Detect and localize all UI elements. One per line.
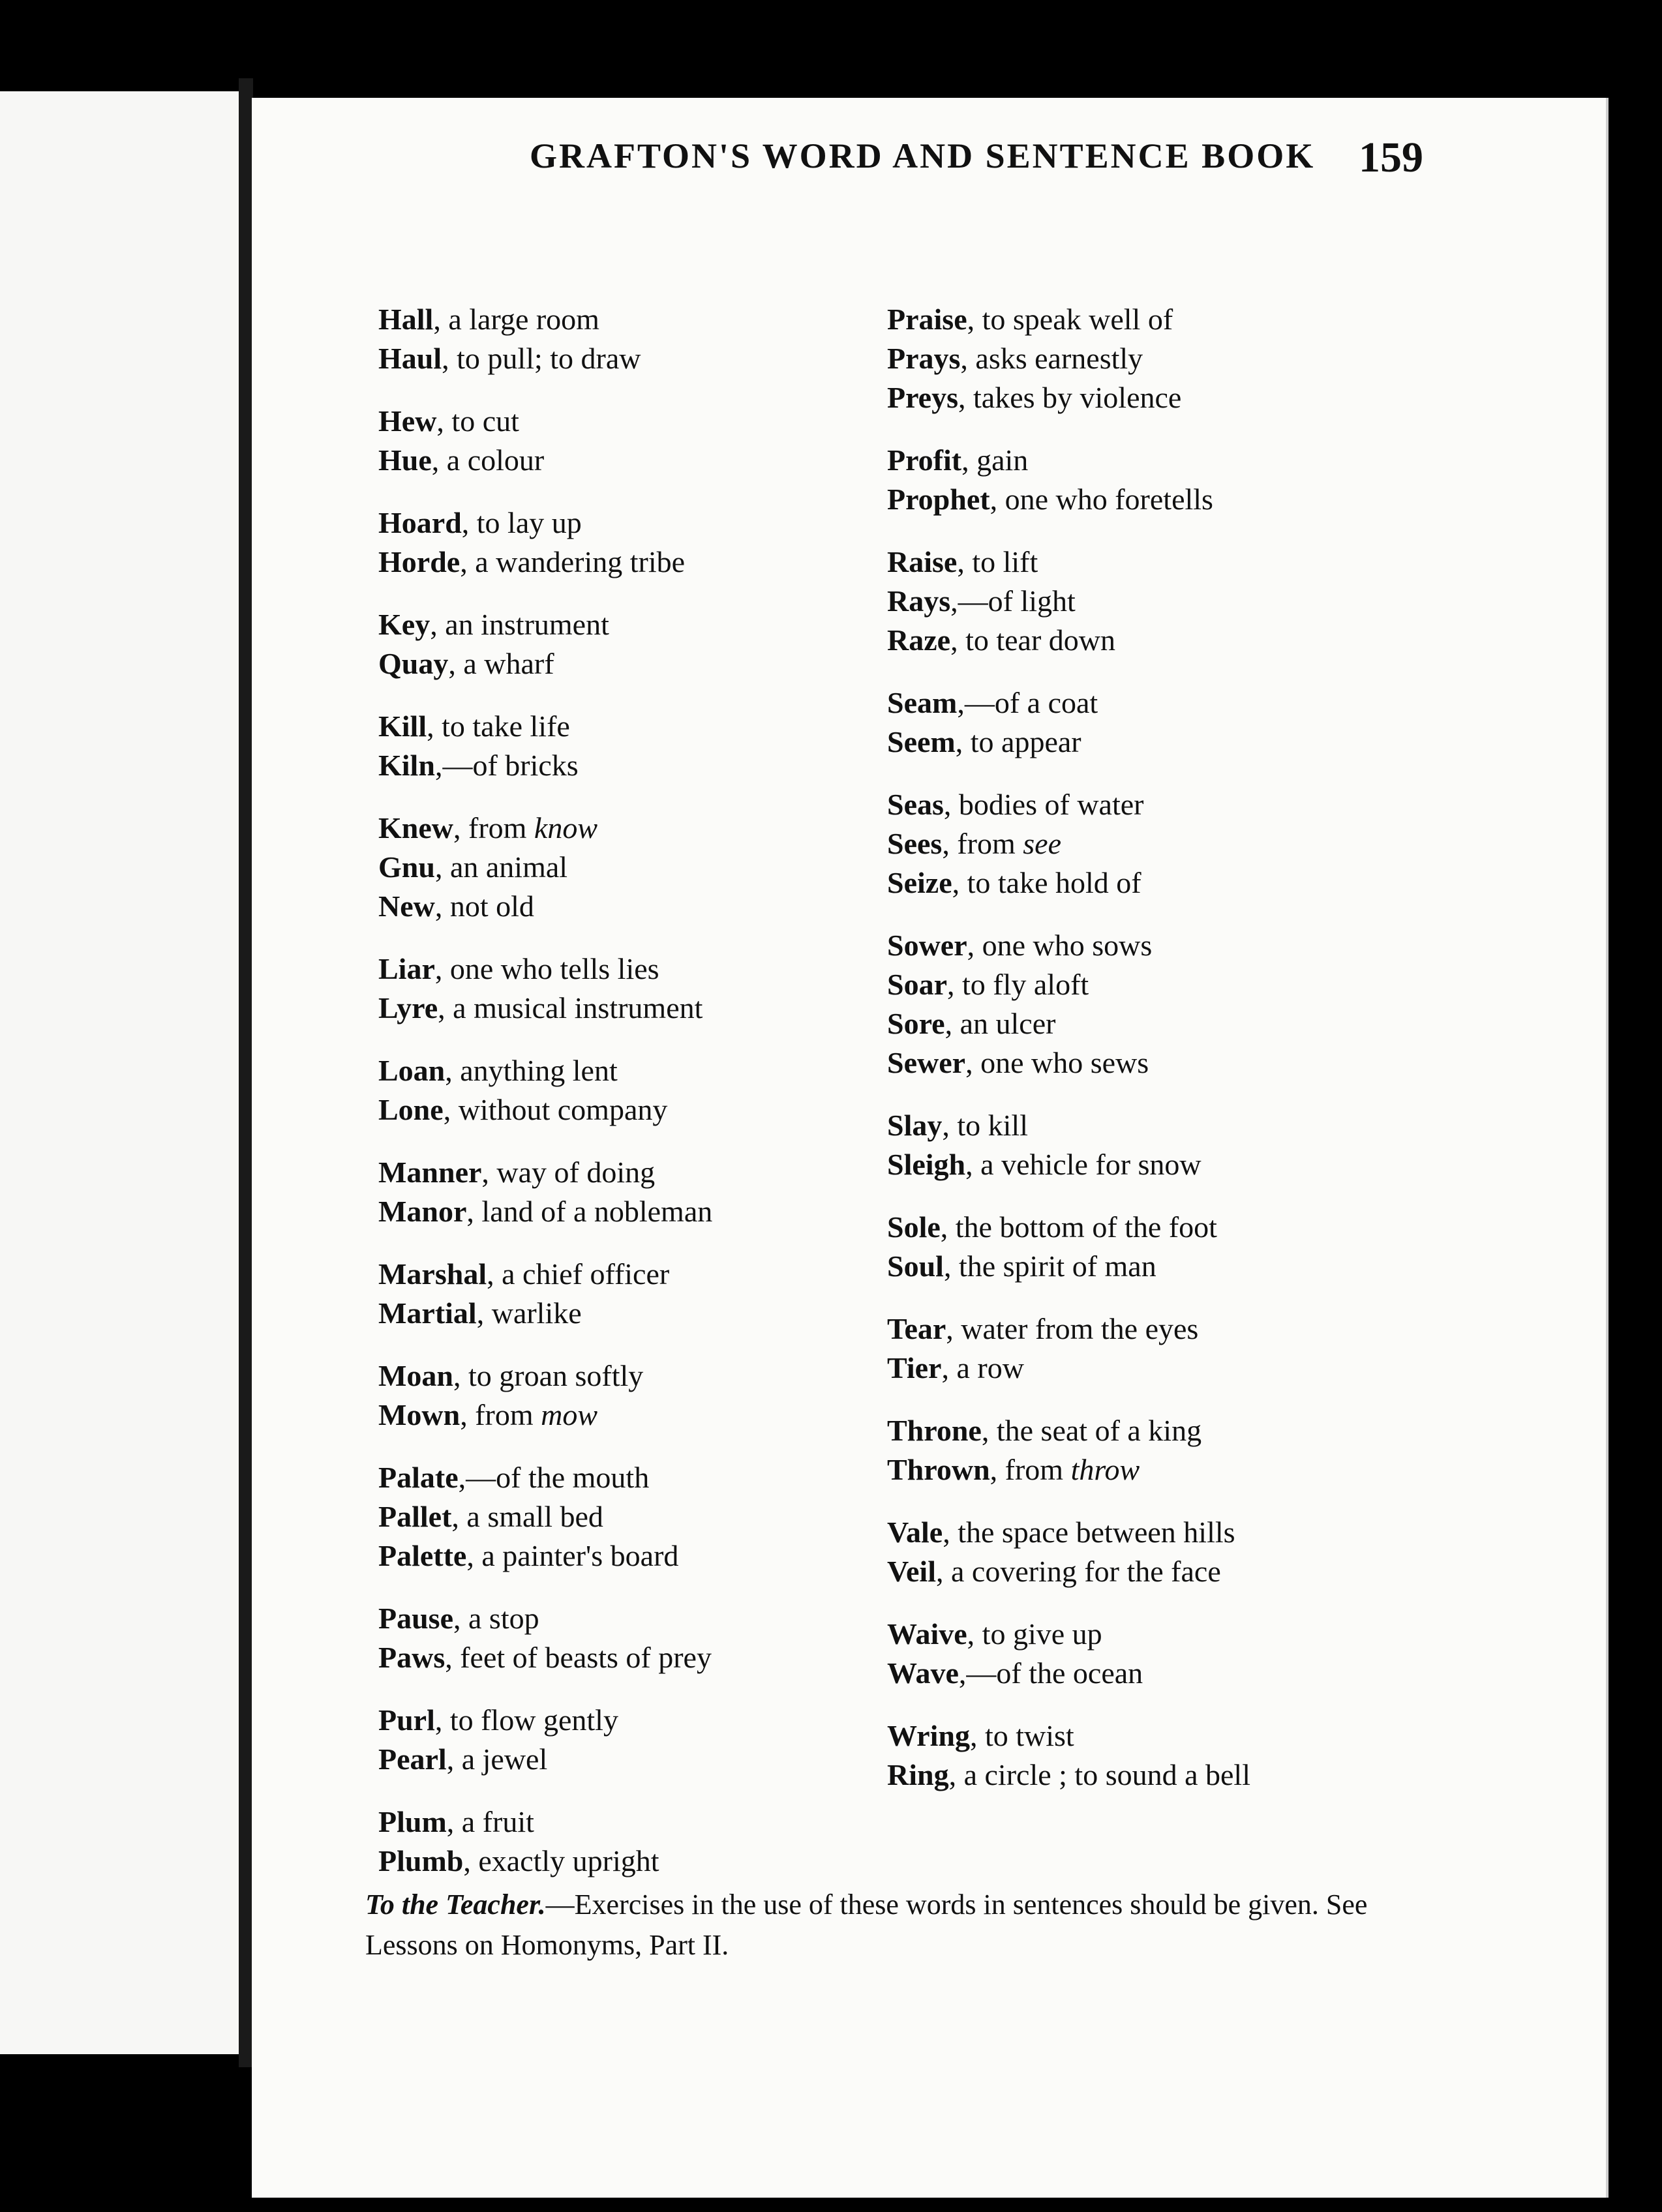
homonym-group — [378, 1802, 712, 1881]
homonym-definition: from — [468, 811, 534, 844]
homonym-group — [378, 1051, 712, 1129]
homonym-definition: the spirit of man — [958, 1249, 1156, 1283]
homonym-definition: one who tells lies — [449, 952, 659, 985]
homonym-entry: Seem, to appear — [887, 725, 1081, 758]
homonym-definition: to twist — [984, 1719, 1074, 1752]
homonym-entry: Manner, way of doing — [378, 1156, 656, 1189]
homonym-entry: Vale, the space between hills — [887, 1516, 1235, 1549]
homonym-entry: Seize, to take hold of — [887, 866, 1141, 899]
homonym-entry: Quay, a wharf — [378, 647, 554, 680]
homonym-definition: a stop — [468, 1602, 539, 1635]
teacher-note-text: —Exercises in the use of these words in sentences should be given. See Lessons on Homonyms, Part II. — [365, 1889, 1368, 1961]
homonym-word: Slay — [887, 1109, 943, 1142]
homonym-definition: to flow gently — [449, 1703, 618, 1737]
homonym-definition: gain — [976, 443, 1029, 477]
homonym-word: Preys — [887, 381, 959, 414]
homonym-word: Prays — [887, 342, 961, 375]
homonym-entry: Tier, a row — [887, 1351, 1024, 1384]
homonym-group — [378, 809, 712, 926]
homonym-definition: takes by violence — [973, 381, 1182, 414]
homonym-word: Throne — [887, 1414, 982, 1447]
homonym-entry: New, not old — [378, 889, 534, 923]
homonym-entry: Palate,—of the mouth — [378, 1461, 650, 1494]
homonym-word: Veil — [887, 1555, 936, 1588]
homonym-entry: Wring, to twist — [887, 1719, 1074, 1752]
homonym-word: Kill — [378, 710, 427, 743]
homonym-group — [887, 1208, 1250, 1286]
homonym-entry: Martial, warlike — [378, 1296, 582, 1330]
homonym-definition: to kill — [957, 1109, 1028, 1142]
homonym-entry: Lone, without company — [378, 1093, 668, 1126]
homonym-group — [887, 300, 1250, 417]
homonym-group — [378, 605, 712, 683]
homonym-definition: to speak well of — [982, 303, 1173, 336]
homonym-group — [887, 785, 1250, 903]
homonym-word: Plum — [378, 1805, 447, 1838]
homonym-group — [378, 707, 712, 785]
homonym-entry: Gnu, an animal — [378, 850, 568, 884]
homonym-definition: a wharf — [463, 647, 554, 680]
homonym-entry: Slay, to kill — [887, 1109, 1028, 1142]
homonym-word: Sower — [887, 929, 967, 962]
homonym-definition: one who sews — [980, 1046, 1149, 1079]
homonym-definition: to fly aloft — [962, 968, 1089, 1001]
homonym-group — [887, 1106, 1250, 1184]
homonym-definition: without company — [458, 1093, 668, 1126]
homonym-entry: Key, an instrument — [378, 608, 609, 641]
homonym-entry: Kiln,—of bricks — [378, 749, 579, 782]
homonym-definition: from — [957, 827, 1023, 860]
homonym-entry: Marshal, a chief officer — [378, 1257, 670, 1291]
homonym-word: Pause — [378, 1602, 453, 1635]
homonym-entry: Hoard, to lay up — [378, 506, 582, 539]
homonym-word: Praise — [887, 303, 967, 336]
homonym-word: Soar — [887, 968, 947, 1001]
homonym-entry: Plum, a fruit — [378, 1805, 534, 1838]
homonym-definition: feet of beasts of prey — [460, 1641, 712, 1674]
homonym-word: Purl — [378, 1703, 435, 1737]
homonym-word: Prophet — [887, 483, 990, 516]
homonym-word: Profit — [887, 443, 962, 477]
homonym-entry: Horde, a wandering tribe — [378, 545, 686, 578]
homonym-group — [378, 300, 712, 378]
homonym-definition: a row — [956, 1351, 1024, 1384]
homonym-definition: to appear — [970, 725, 1081, 758]
homonym-definition: to take hold of — [967, 866, 1141, 899]
homonym-entry: Paws, feet of beasts of prey — [378, 1641, 712, 1674]
homonym-definition: —of the ocean — [966, 1656, 1143, 1690]
homonym-group — [887, 683, 1250, 762]
teacher-note — [365, 1885, 1383, 1965]
homonym-group — [887, 543, 1250, 660]
homonym-word: Quay — [378, 647, 449, 680]
homonym-word: Manner — [378, 1156, 482, 1189]
homonym-entry: Pallet, a small bed — [378, 1500, 603, 1533]
homonym-word: Waive — [887, 1617, 967, 1651]
homonym-definition: water from the eyes — [961, 1312, 1199, 1345]
homonym-definition: a large room — [448, 303, 599, 336]
homonym-word: Lone — [378, 1093, 444, 1126]
homonym-definition-italic: mow — [541, 1398, 598, 1431]
homonym-entry: Seam,—of a coat — [887, 686, 1098, 719]
homonym-word: Thrown — [887, 1453, 990, 1486]
homonym-definition-italic: throw — [1070, 1453, 1140, 1486]
page-edge — [1606, 98, 1609, 2198]
homonym-definition: exactly upright — [478, 1844, 659, 1877]
page-header — [275, 130, 1423, 183]
homonym-word: Tear — [887, 1312, 946, 1345]
homonym-group — [378, 949, 712, 1028]
homonym-word: Vale — [887, 1516, 943, 1549]
book-spine — [239, 78, 253, 2067]
homonym-definition: to groan softly — [468, 1359, 644, 1392]
homonym-definition: one who foretells — [1005, 483, 1213, 516]
homonym-entry: Preys, takes by violence — [887, 381, 1182, 414]
homonym-word: Raise — [887, 545, 958, 578]
homonym-entry: Praise, to speak well of — [887, 303, 1173, 336]
homonym-entry: Moan, to groan softly — [378, 1359, 644, 1392]
homonym-entry: Haul, to pull; to draw — [378, 342, 641, 375]
homonym-word: New — [378, 889, 435, 923]
homonym-word: Key — [378, 608, 431, 641]
homonym-definition: one who sows — [982, 929, 1153, 962]
homonym-word: Palette — [378, 1539, 467, 1572]
homonym-word: Marshal — [378, 1257, 487, 1291]
homonym-group — [378, 402, 712, 480]
homonym-definition: —of bricks — [442, 749, 579, 782]
homonym-entry: Thrown, from throw — [887, 1453, 1140, 1486]
homonym-word: Lyre — [378, 991, 438, 1024]
homonym-word: Pearl — [378, 1742, 447, 1776]
homonym-entry: Sore, an ulcer — [887, 1007, 1056, 1040]
homonym-group — [378, 1153, 712, 1231]
homonym-entry: Prophet, one who foretells — [887, 483, 1213, 516]
homonym-word: Kiln — [378, 749, 435, 782]
page-number: 159 — [1359, 134, 1423, 181]
homonym-definition: not old — [449, 889, 534, 923]
homonym-definition: from — [475, 1398, 541, 1431]
homonym-word: Gnu — [378, 850, 435, 884]
homonym-entry: Liar, one who tells lies — [378, 952, 659, 985]
homonym-group — [378, 503, 712, 582]
homonym-entry: Hall, a large room — [378, 303, 599, 336]
homonym-entry: Ring, a circle ; to sound a bell — [887, 1758, 1250, 1791]
homonym-definition: to tear down — [965, 623, 1115, 657]
homonym-group — [378, 1458, 712, 1576]
homonym-word: Seem — [887, 725, 956, 758]
homonym-definition: —of a coat — [964, 686, 1098, 719]
homonym-word: Sees — [887, 827, 943, 860]
homonym-definition: a covering for the face — [950, 1555, 1221, 1588]
homonym-definition: a jewel — [461, 1742, 548, 1776]
homonym-word: Rays — [887, 584, 951, 618]
homonym-entry: Prays, asks earnestly — [887, 342, 1143, 375]
homonym-definition: a wandering tribe — [475, 545, 686, 578]
homonym-group — [378, 1701, 712, 1779]
homonym-word: Hoard — [378, 506, 462, 539]
homonym-definition: a musical instrument — [453, 991, 703, 1024]
homonym-entry: Wave,—of the ocean — [887, 1656, 1143, 1690]
homonym-entry: Raise, to lift — [887, 545, 1038, 578]
homonym-entry: Hew, to cut — [378, 404, 519, 438]
homonym-entry: Pause, a stop — [378, 1602, 539, 1635]
homonym-definition: to pull; to draw — [457, 342, 641, 375]
homonym-word: Soul — [887, 1249, 944, 1283]
homonym-word: Wave — [887, 1656, 959, 1690]
homonym-entry: Pearl, a jewel — [378, 1742, 548, 1776]
homonym-group — [378, 1255, 712, 1333]
homonym-word: Sole — [887, 1210, 941, 1244]
homonym-word: Hall — [378, 303, 434, 336]
homonym-entry: Purl, to flow gently — [378, 1703, 618, 1737]
homonym-definition: an ulcer — [959, 1007, 1056, 1040]
homonym-entry: Manor, land of a nobleman — [378, 1195, 713, 1228]
homonym-definition: to take life — [442, 710, 570, 743]
homonym-group — [887, 1309, 1250, 1388]
homonym-word: Wring — [887, 1719, 970, 1752]
homonym-word: Seize — [887, 866, 952, 899]
homonym-word: Martial — [378, 1296, 477, 1330]
homonym-entry: Rays,—of light — [887, 584, 1076, 618]
homonym-definition: to give up — [982, 1617, 1102, 1651]
homonym-definition: way of doing — [496, 1156, 656, 1189]
homonym-group — [887, 1411, 1250, 1489]
homonym-definition: to lay up — [476, 506, 582, 539]
homonym-definition: —of the mouth — [466, 1461, 650, 1494]
homonym-word: Pallet — [378, 1500, 452, 1533]
homonym-group — [887, 926, 1250, 1083]
homonym-word: Seas — [887, 788, 944, 821]
homonym-word: Loan — [378, 1054, 446, 1087]
homonym-entry: Loan, anything lent — [378, 1054, 618, 1087]
homonym-entry: Knew, from know — [378, 811, 598, 844]
homonym-definition: from — [1005, 1453, 1071, 1486]
homonym-definition: a fruit — [461, 1805, 534, 1838]
homonym-definition: to cut — [451, 404, 519, 438]
homonym-definition: asks earnestly — [975, 342, 1143, 375]
homonym-word: Hue — [378, 443, 432, 477]
homonym-word: Manor — [378, 1195, 467, 1228]
homonym-word: Hew — [378, 404, 437, 438]
homonym-entry: Profit, gain — [887, 443, 1029, 477]
homonym-definition-italic: know — [534, 811, 598, 844]
homonym-definition: warlike — [491, 1296, 582, 1330]
homonym-word: Sewer — [887, 1046, 966, 1079]
homonym-definition-italic: see — [1023, 827, 1061, 860]
homonym-group — [887, 1615, 1250, 1693]
homonym-column-right — [887, 300, 1250, 1818]
homonym-entry: Mown, from mow — [378, 1398, 598, 1431]
homonym-definition: the seat of a king — [996, 1414, 1202, 1447]
homonym-entry: Veil, a covering for the face — [887, 1555, 1221, 1588]
homonym-word: Horde — [378, 545, 461, 578]
homonym-word: Tier — [887, 1351, 942, 1384]
homonym-entry: Hue, a colour — [378, 443, 545, 477]
homonym-entry: Seas, bodies of water — [887, 788, 1144, 821]
homonym-word: Haul — [378, 342, 442, 375]
homonym-word: Sleigh — [887, 1148, 966, 1181]
homonym-group — [887, 441, 1250, 519]
homonym-definition: the bottom of the foot — [955, 1210, 1217, 1244]
homonym-word: Seam — [887, 686, 958, 719]
homonym-word: Palate — [378, 1461, 459, 1494]
running-title: GRAFTON'S WORD AND SENTENCE BOOK — [530, 136, 1316, 175]
homonym-group — [887, 1513, 1250, 1591]
homonym-word: Moan — [378, 1359, 453, 1392]
teacher-note-label: To the Teacher. — [365, 1889, 546, 1921]
homonym-entry: Plumb, exactly upright — [378, 1844, 659, 1877]
homonym-definition: an instrument — [445, 608, 609, 641]
homonym-group — [887, 1716, 1250, 1795]
homonym-entry: Sewer, one who sews — [887, 1046, 1149, 1079]
homonym-definition: bodies of water — [958, 788, 1144, 821]
homonym-group — [378, 1599, 712, 1677]
homonym-definition: land of a nobleman — [481, 1195, 713, 1228]
homonym-word: Plumb — [378, 1844, 464, 1877]
homonym-definition: the space between hills — [958, 1516, 1235, 1549]
homonym-entry: Soar, to fly aloft — [887, 968, 1089, 1001]
homonym-entry: Sole, the bottom of the foot — [887, 1210, 1217, 1244]
homonym-definition: to lift — [972, 545, 1038, 578]
homonym-entry: Palette, a painter's board — [378, 1539, 679, 1572]
homonym-definition: an animal — [449, 850, 568, 884]
homonym-definition: a small bed — [466, 1500, 603, 1533]
homonym-entry: Sees, from see — [887, 827, 1061, 860]
homonym-entry: Lyre, a musical instrument — [378, 991, 703, 1024]
homonym-definition: a chief officer — [502, 1257, 670, 1291]
homonym-word: Ring — [887, 1758, 949, 1791]
homonym-word: Liar — [378, 952, 435, 985]
homonym-definition: a circle ; to sound a bell — [963, 1758, 1250, 1791]
facing-page — [0, 91, 243, 2054]
homonym-entry: Soul, the spirit of man — [887, 1249, 1156, 1283]
homonym-word: Raze — [887, 623, 951, 657]
homonym-word: Mown — [378, 1398, 461, 1431]
homonym-column-left — [378, 300, 712, 1904]
homonym-entry: Raze, to tear down — [887, 623, 1115, 657]
homonym-definition: a painter's board — [481, 1539, 679, 1572]
homonym-definition: —of light — [958, 584, 1076, 618]
homonym-word: Sore — [887, 1007, 945, 1040]
homonym-entry: Sleigh, a vehicle for snow — [887, 1148, 1201, 1181]
homonym-word: Knew — [378, 811, 453, 844]
homonym-entry: Tear, water from the eyes — [887, 1312, 1199, 1345]
homonym-definition: a colour — [446, 443, 545, 477]
homonym-definition: anything lent — [460, 1054, 618, 1087]
homonym-entry: Waive, to give up — [887, 1617, 1102, 1651]
homonym-word: Paws — [378, 1641, 446, 1674]
homonym-definition: a vehicle for snow — [980, 1148, 1201, 1181]
homonym-entry: Kill, to take life — [378, 710, 570, 743]
homonym-entry: Throne, the seat of a king — [887, 1414, 1202, 1447]
homonym-entry: Sower, one who sows — [887, 929, 1153, 962]
homonym-group — [378, 1356, 712, 1435]
